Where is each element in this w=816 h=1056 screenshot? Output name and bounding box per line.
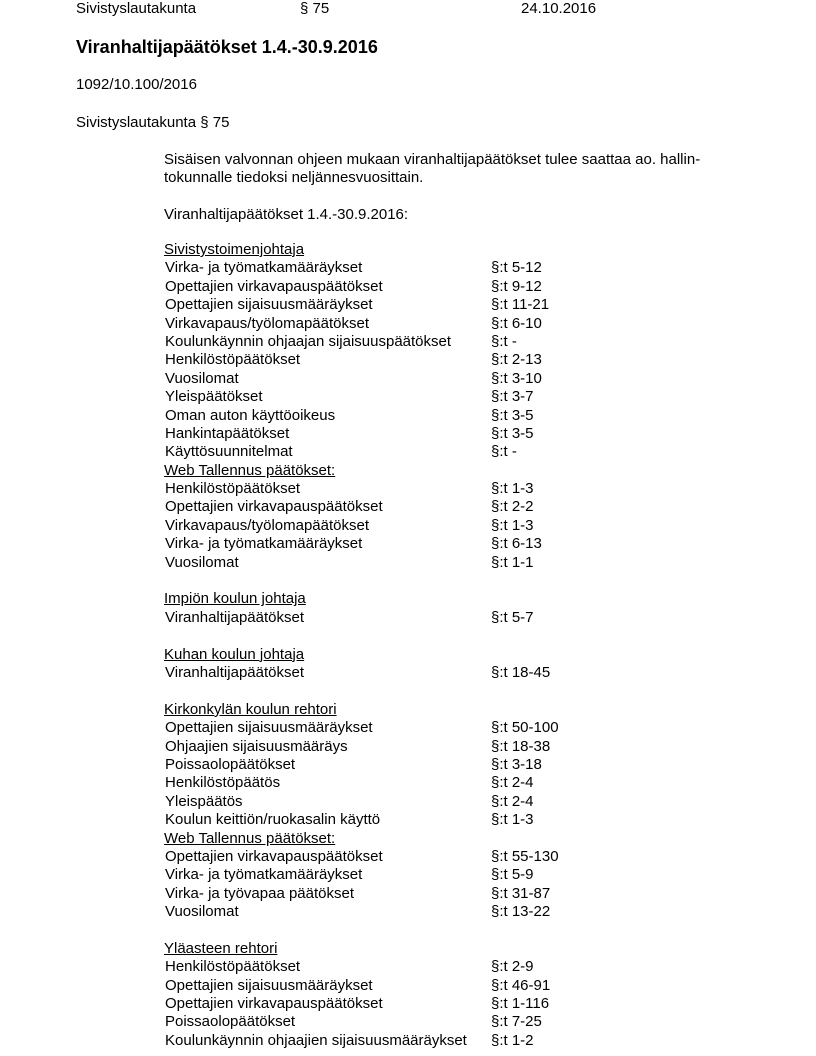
item-label: Virka- ja työmatkamääräykset	[165, 866, 363, 884]
item-label: Virka- ja työmatkamääräykset	[165, 535, 363, 553]
item-value: §:t 3-5	[491, 424, 534, 442]
subsection-heading	[164, 462, 784, 480]
item-label: Opettajien sijaisuusmääräykset	[165, 976, 373, 994]
item-label: Oman auton käyttöoikeus	[165, 406, 336, 424]
item-value: §:t 2-9	[491, 958, 534, 976]
list-item	[164, 738, 784, 756]
subsection-heading-text: Web Tallennus päätökset:	[164, 461, 336, 479]
item-label: Henkilöstöpäätökset	[165, 480, 301, 498]
item-label: Ohjaajien sijaisuusmääräys	[165, 737, 348, 755]
item-value: §:t 1-3	[491, 516, 534, 534]
item-label: Vuosilomat	[165, 553, 239, 571]
item-label: Henkilöstöpäätökset	[165, 351, 301, 369]
list-item	[164, 370, 784, 388]
blank-line	[164, 627, 784, 645]
item-value: §:t 6-13	[491, 535, 542, 553]
list-item	[164, 351, 784, 369]
item-value: §:t 2-13	[491, 351, 542, 369]
item-label: Opettajien virkavapauspäätökset	[165, 847, 383, 865]
item-value: §:t 1-3	[491, 811, 534, 829]
item-label: Vuosilomat	[165, 369, 239, 387]
list-intro: Viranhaltijapäätökset 1.4.-30.9.2016:	[164, 206, 409, 223]
item-label: Yleispäätös	[165, 792, 243, 810]
item-value: §:t 1-3	[491, 480, 534, 498]
list-item	[164, 848, 784, 866]
item-label: Vuosilomat	[165, 903, 239, 921]
list-item	[164, 296, 784, 314]
list-item	[164, 259, 784, 277]
item-label: Viranhaltijapäätökset	[165, 663, 304, 681]
list-item	[164, 407, 784, 425]
case-number: 1092/10.100/2016	[76, 76, 197, 93]
blank-line	[164, 572, 784, 590]
item-value: §:t 7-25	[491, 1013, 542, 1031]
item-value: §:t 46-91	[491, 976, 551, 994]
item-label: Poissaolopäätökset	[165, 755, 296, 773]
subsection-heading-text: Web Tallennus päätökset:	[164, 829, 336, 847]
section-heading-text: Sivistystoimenjohtaja	[164, 241, 305, 258]
list-item	[164, 1013, 784, 1031]
item-label: Viranhaltijapäätökset	[165, 608, 304, 626]
item-value: §:t 3-5	[491, 406, 534, 424]
item-label: Koulunkäynnin ohjaajan sijaisuuspäätökset	[165, 332, 452, 350]
item-label: Virka- ja työmatkamääräykset	[165, 259, 363, 277]
item-value: §:t 5-12	[491, 259, 542, 277]
item-label: Opettajien virkavapauspäätökset	[165, 995, 383, 1013]
subsection-heading	[164, 830, 784, 848]
list-item	[164, 278, 784, 296]
item-value: §:t 1-1	[491, 553, 534, 571]
item-value: §:t 1-2	[491, 1031, 534, 1049]
paragraph-line-2: tokunnalle tiedoksi neljännesvuosittain.	[164, 169, 424, 186]
list-item	[164, 498, 784, 516]
list-item	[164, 885, 784, 903]
item-value: §:t 2-4	[491, 774, 534, 792]
item-value: §:t 2-2	[491, 498, 534, 516]
item-value: §:t -	[491, 443, 517, 461]
item-value: §:t 18-45	[491, 663, 551, 681]
header-committee: Sivistyslautakunta	[76, 0, 197, 17]
item-label: Poissaolopäätökset	[165, 1013, 296, 1031]
list-item	[164, 664, 784, 682]
item-value: §:t 6-10	[491, 314, 542, 332]
list-item	[164, 903, 784, 921]
item-value: §:t 5-9	[491, 866, 534, 884]
item-label: Virka- ja työvapaa päätökset	[165, 884, 355, 902]
item-value: §:t 18-38	[491, 737, 551, 755]
list-item	[164, 811, 784, 829]
item-label: Henkilöstöpäätös	[165, 774, 281, 792]
list-item	[164, 1032, 784, 1050]
item-label: Koulun keittiön/ruokasalin käyttö	[165, 811, 381, 829]
list-item	[164, 535, 784, 553]
item-label: Opettajien sijaisuusmääräykset	[165, 719, 373, 737]
item-label: Koulunkäynnin ohjaajien sijaisuusmääräykset	[165, 1031, 467, 1049]
list-item	[164, 333, 784, 351]
item-value: §:t 9-12	[491, 277, 542, 295]
paragraph-line-1: Sisäisen valvonnan ohjeen mukaan viranhaltijapäätökset tulee saattaa ao. hallin-	[164, 151, 701, 168]
list-item	[164, 480, 784, 498]
list-item	[164, 793, 784, 811]
list-item	[164, 977, 784, 995]
item-value: §:t 3-10	[491, 369, 542, 387]
list-item	[164, 425, 784, 443]
item-label: Hankintapäätökset	[165, 424, 290, 442]
item-label: Yleispäätökset	[165, 388, 263, 406]
item-value: §:t 31-87	[491, 884, 551, 902]
list-item	[164, 866, 784, 884]
item-label: Virkavapaus/työlomapäätökset	[165, 314, 370, 332]
list-item	[164, 517, 784, 535]
item-value: §:t 2-4	[491, 792, 534, 810]
list-item	[164, 388, 784, 406]
section-heading-text: Impiön koulun johtaja	[164, 590, 306, 608]
item-value: §:t 1-116	[491, 995, 550, 1013]
item-label: Henkilöstöpäätökset	[165, 958, 301, 976]
list-item	[164, 443, 784, 461]
item-value: §:t 3-18	[491, 755, 542, 773]
section-heading	[164, 940, 784, 958]
section-heading-text: Kuhan koulun johtaja	[164, 645, 305, 663]
section-heading	[164, 701, 784, 719]
section-heading	[164, 241, 784, 259]
list-item	[164, 609, 784, 627]
item-value: §:t 3-7	[491, 388, 534, 406]
item-value: §:t 13-22	[491, 903, 551, 921]
item-label: Opettajien sijaisuusmääräykset	[165, 296, 373, 314]
list-item	[164, 719, 784, 737]
decision-list	[164, 241, 784, 1050]
item-value: §:t 5-7	[491, 608, 534, 626]
item-value: §:t -	[491, 332, 517, 350]
item-label: Opettajien virkavapauspäätökset	[165, 498, 383, 516]
page-title: Viranhaltijapäätökset 1.4.-30.9.2016	[76, 37, 378, 57]
item-label: Virkavapaus/työlomapäätökset	[165, 516, 370, 534]
section-heading-text: Kirkonkylän koulun rehtori	[164, 700, 337, 718]
item-value: §:t 55-130	[491, 847, 559, 865]
section-heading	[164, 646, 784, 664]
item-label: Käyttösuunnitelmat	[165, 443, 293, 461]
list-item	[164, 995, 784, 1013]
list-item	[164, 958, 784, 976]
blank-line	[164, 682, 784, 700]
blank-line	[164, 921, 784, 939]
item-value: §:t 11-21	[491, 296, 550, 314]
body-heading: Sivistyslautakunta § 75	[76, 114, 230, 131]
list-item	[164, 756, 784, 774]
header-section: § 75	[300, 0, 330, 17]
list-item	[164, 774, 784, 792]
item-label: Opettajien virkavapauspäätökset	[165, 277, 383, 295]
section-heading-text: Yläasteen rehtori	[164, 939, 278, 957]
section-heading	[164, 590, 784, 608]
list-item	[164, 554, 784, 572]
header-date: 24.10.2016	[521, 0, 597, 17]
list-item	[164, 315, 784, 333]
item-value: §:t 50-100	[491, 719, 559, 737]
